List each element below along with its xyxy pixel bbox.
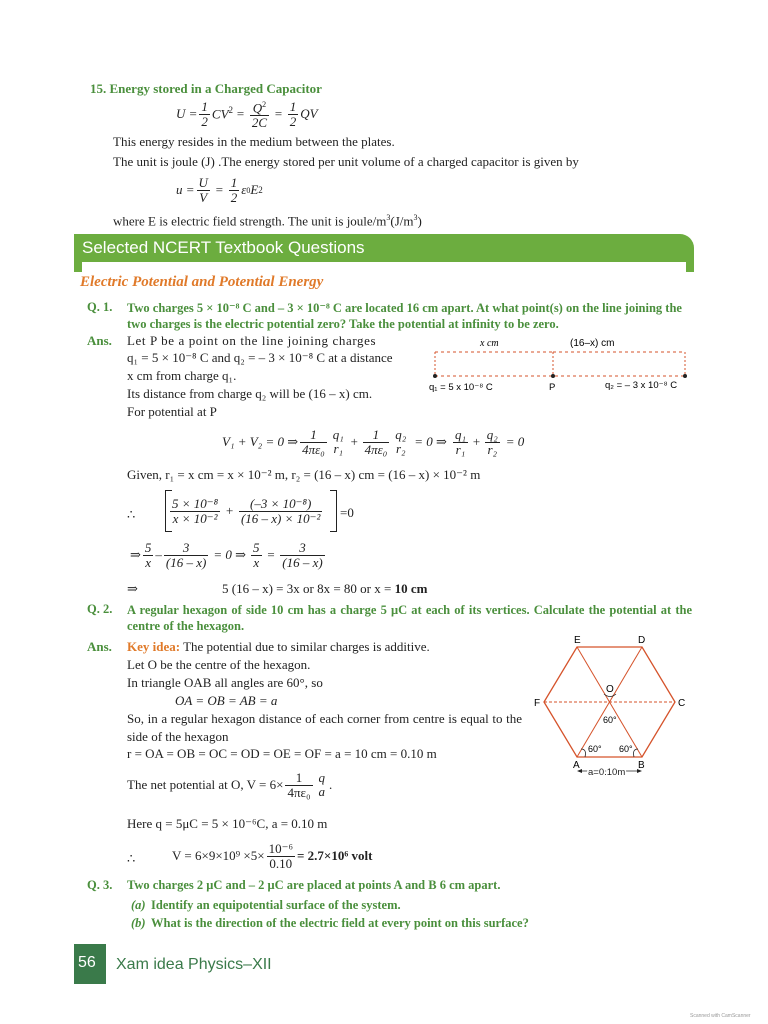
q1-label: Q. 1. [87,300,113,314]
q2-therefore: ∴ [127,851,136,866]
subheading: Electric Potential and Potential Energy [80,274,324,290]
final-implies: ⇒ [127,581,138,596]
field-strength-text: where E is electric field strength. The unit is joule/$m^3(J/m^3)$ [113,213,422,229]
vertex-e: E [574,635,581,646]
angle-b: 60° [619,744,633,754]
q3b-text: What is the direction of the electric field at every point on this surface? [151,916,529,930]
q2-key-idea: Key idea: The potential due to similar charges is additive. [127,639,430,654]
qv: QV [300,106,318,121]
q1-final-answer: 5 (16 – x) = 3x or 8x = 80 or x = 10 cm [222,581,428,596]
banner-title: Selected NCERT Textbook Questions [82,238,365,257]
given-distances: Given, r₁ = x cm = x × 10⁻² m, r₂ = (16 – x) cm = (16 – x) × 10⁻² m [127,467,481,482]
frac-half: $\frac{1}{2}$ [201,98,208,129]
q1-ans-line1: Let P be a point on the line joining charges [127,333,377,348]
bracket-eq-zero: =0 [340,505,354,520]
q1-ans-line5: For potential at P [127,404,217,419]
x-cm-label: x cm [480,338,499,349]
net-potential-equation: The net potential at O, V = 6× $\frac{1}{\text{4πε₀}}$ q a . [127,769,333,800]
vertex-b: B [638,760,645,771]
hexagon-diagram [530,632,700,782]
p-label-fig: P [549,382,556,393]
angle-o: 60° [603,715,617,725]
therefore-symbol: ∴ [127,507,136,522]
q2-line5: So, in a regular hexagon distance of each corner from centre is equal to the side of the hexagon [127,711,522,744]
section-heading: 15. Energy stored in a Charged Capacitor [90,81,322,96]
banner-cut [82,262,686,272]
q2-line4: OA = OB = AB = a [175,693,278,708]
q2-point [683,374,687,378]
vertex-a: A [573,760,580,771]
q2-line6: r = OA = OB = OC = OD = OE = OF = a = 10 cm = 0.10 m [127,746,437,761]
frac-half-2: $\frac{1}{2}$ [289,98,297,129]
q2-text: A regular hexagon of side 10 cm has a charge 5 μC at each of its vertices. Calculate the potential at the centre of the hexagon. [127,603,692,633]
cv2: $CV^2$ [211,105,234,122]
potential-sum-equation: V₁ + V₂ = 0 ⇒ $\frac{1}{\text{4πε₀}}$ q₁ r₁ + $\frac{1}{\text{4πε₀}}$ q₂ r₂ = 0 ⇒ $\frac{\text{q₁}}{\text{r₁}}$ + $\frac{\text{q₂}}{\text{r₂}}$ = 0 [222,426,525,457]
q1-label-fig: q₁ = 5 x 10⁻⁸ C [429,382,493,393]
charges-line-diagram [425,332,695,394]
q1-ans-label: Ans. [87,333,112,348]
q3-text: Two charges 2 μC and – 2 μC are placed at points A and B 6 cm apart. [127,878,501,892]
16-x-label: (16–x) cm [570,338,615,349]
q1-text: Two charges 5 × 10⁻⁸ C and – 3 × 10⁻⁸ C are located 16 cm apart. At what point(s) on the line joining the two charges is the electric potential zero? Take the potential at infinity to be zero. [127,301,682,331]
q1-point [433,374,437,378]
q1-ans-line4: Its distance from charge q₂ will be (16 – x) cm. [127,386,373,401]
vertex-c: C [678,698,686,709]
energy-unit-text: The unit is joule (J) .The energy stored per unit volume of a charged capacitor is given by [113,154,579,169]
q2-line2: Let O be the centre of the hexagon. [127,657,311,672]
footer-title: Xam idea Physics–XII [116,956,272,973]
page-number: 56 [78,954,96,971]
right-bracket [330,490,337,532]
q3a-text: Identify an equipotential surface of the system. [151,898,401,912]
q2-result-equation: V = 6×9×10⁹ ×5× $\frac{\text{10⁻⁶}}{0.10}$ = 2.7×10⁶ volt [172,840,373,871]
bracket-equation: $\frac{\text{5 × 10⁻⁸}}{\text{x × 10⁻²}}$ + $\frac{\text{(–3 × 10⁻⁸)}}{\text{(16 – x) × 10⁻²}}$ [172,495,321,526]
q2-ans-label: Ans. [87,639,112,654]
q1-ans-line3: x cm from charge q₁. [127,368,237,383]
q2-label: Q. 2. [87,602,113,616]
p-point [551,374,555,378]
scan-watermark: Scanned with CamScanner [690,1013,751,1019]
centre-o: O [606,684,614,695]
capacitor-energy-formula: U = $\frac{1}{2}$ $CV^2$ = $\frac{Q^2}{2C}$ = $\frac{1}{2}$ QV [176,98,318,131]
energy-density-formula: u = $\frac{U}{V}$ = $\frac{1}{2}$ ε 0 E 2 [176,174,263,205]
q1-ans-line2: q₁ = 5 × 10⁻⁸ C and q₂ = – 3 × 10⁻⁸ C at a distance [127,350,393,365]
q2-given: Here q = 5μC = 5 × 10⁻⁶C, a = 0.10 m [127,816,328,831]
q2-label-fig: q₂ = – 3 x 10⁻⁸ C [605,380,678,391]
angle-a: 60° [588,744,602,754]
q3-label: Q. 3. [87,878,113,892]
simplified-equation: ⇒ $\frac{5}{x}$ – $\frac{3}{(16 - x)}$ = 0 ⇒ $\frac{5}{x}$ = $\frac{3}{(16 - x)}$ [130,539,323,570]
frac-q2-2c: $\frac{Q^2}{2C}$ [251,99,267,131]
vertex-d: D [638,635,646,646]
energy-medium-text: This energy resides in the medium between the plates. [113,134,395,149]
q2-line3: In triangle OAB all angles are 60°, so [127,675,323,690]
q3b-label: (b) [131,916,146,930]
side-length-label: a=0.10m [588,767,626,778]
q3a-label: (a) [131,898,146,912]
formula-lhs: U = [176,106,198,121]
vertex-f: F [534,698,541,709]
